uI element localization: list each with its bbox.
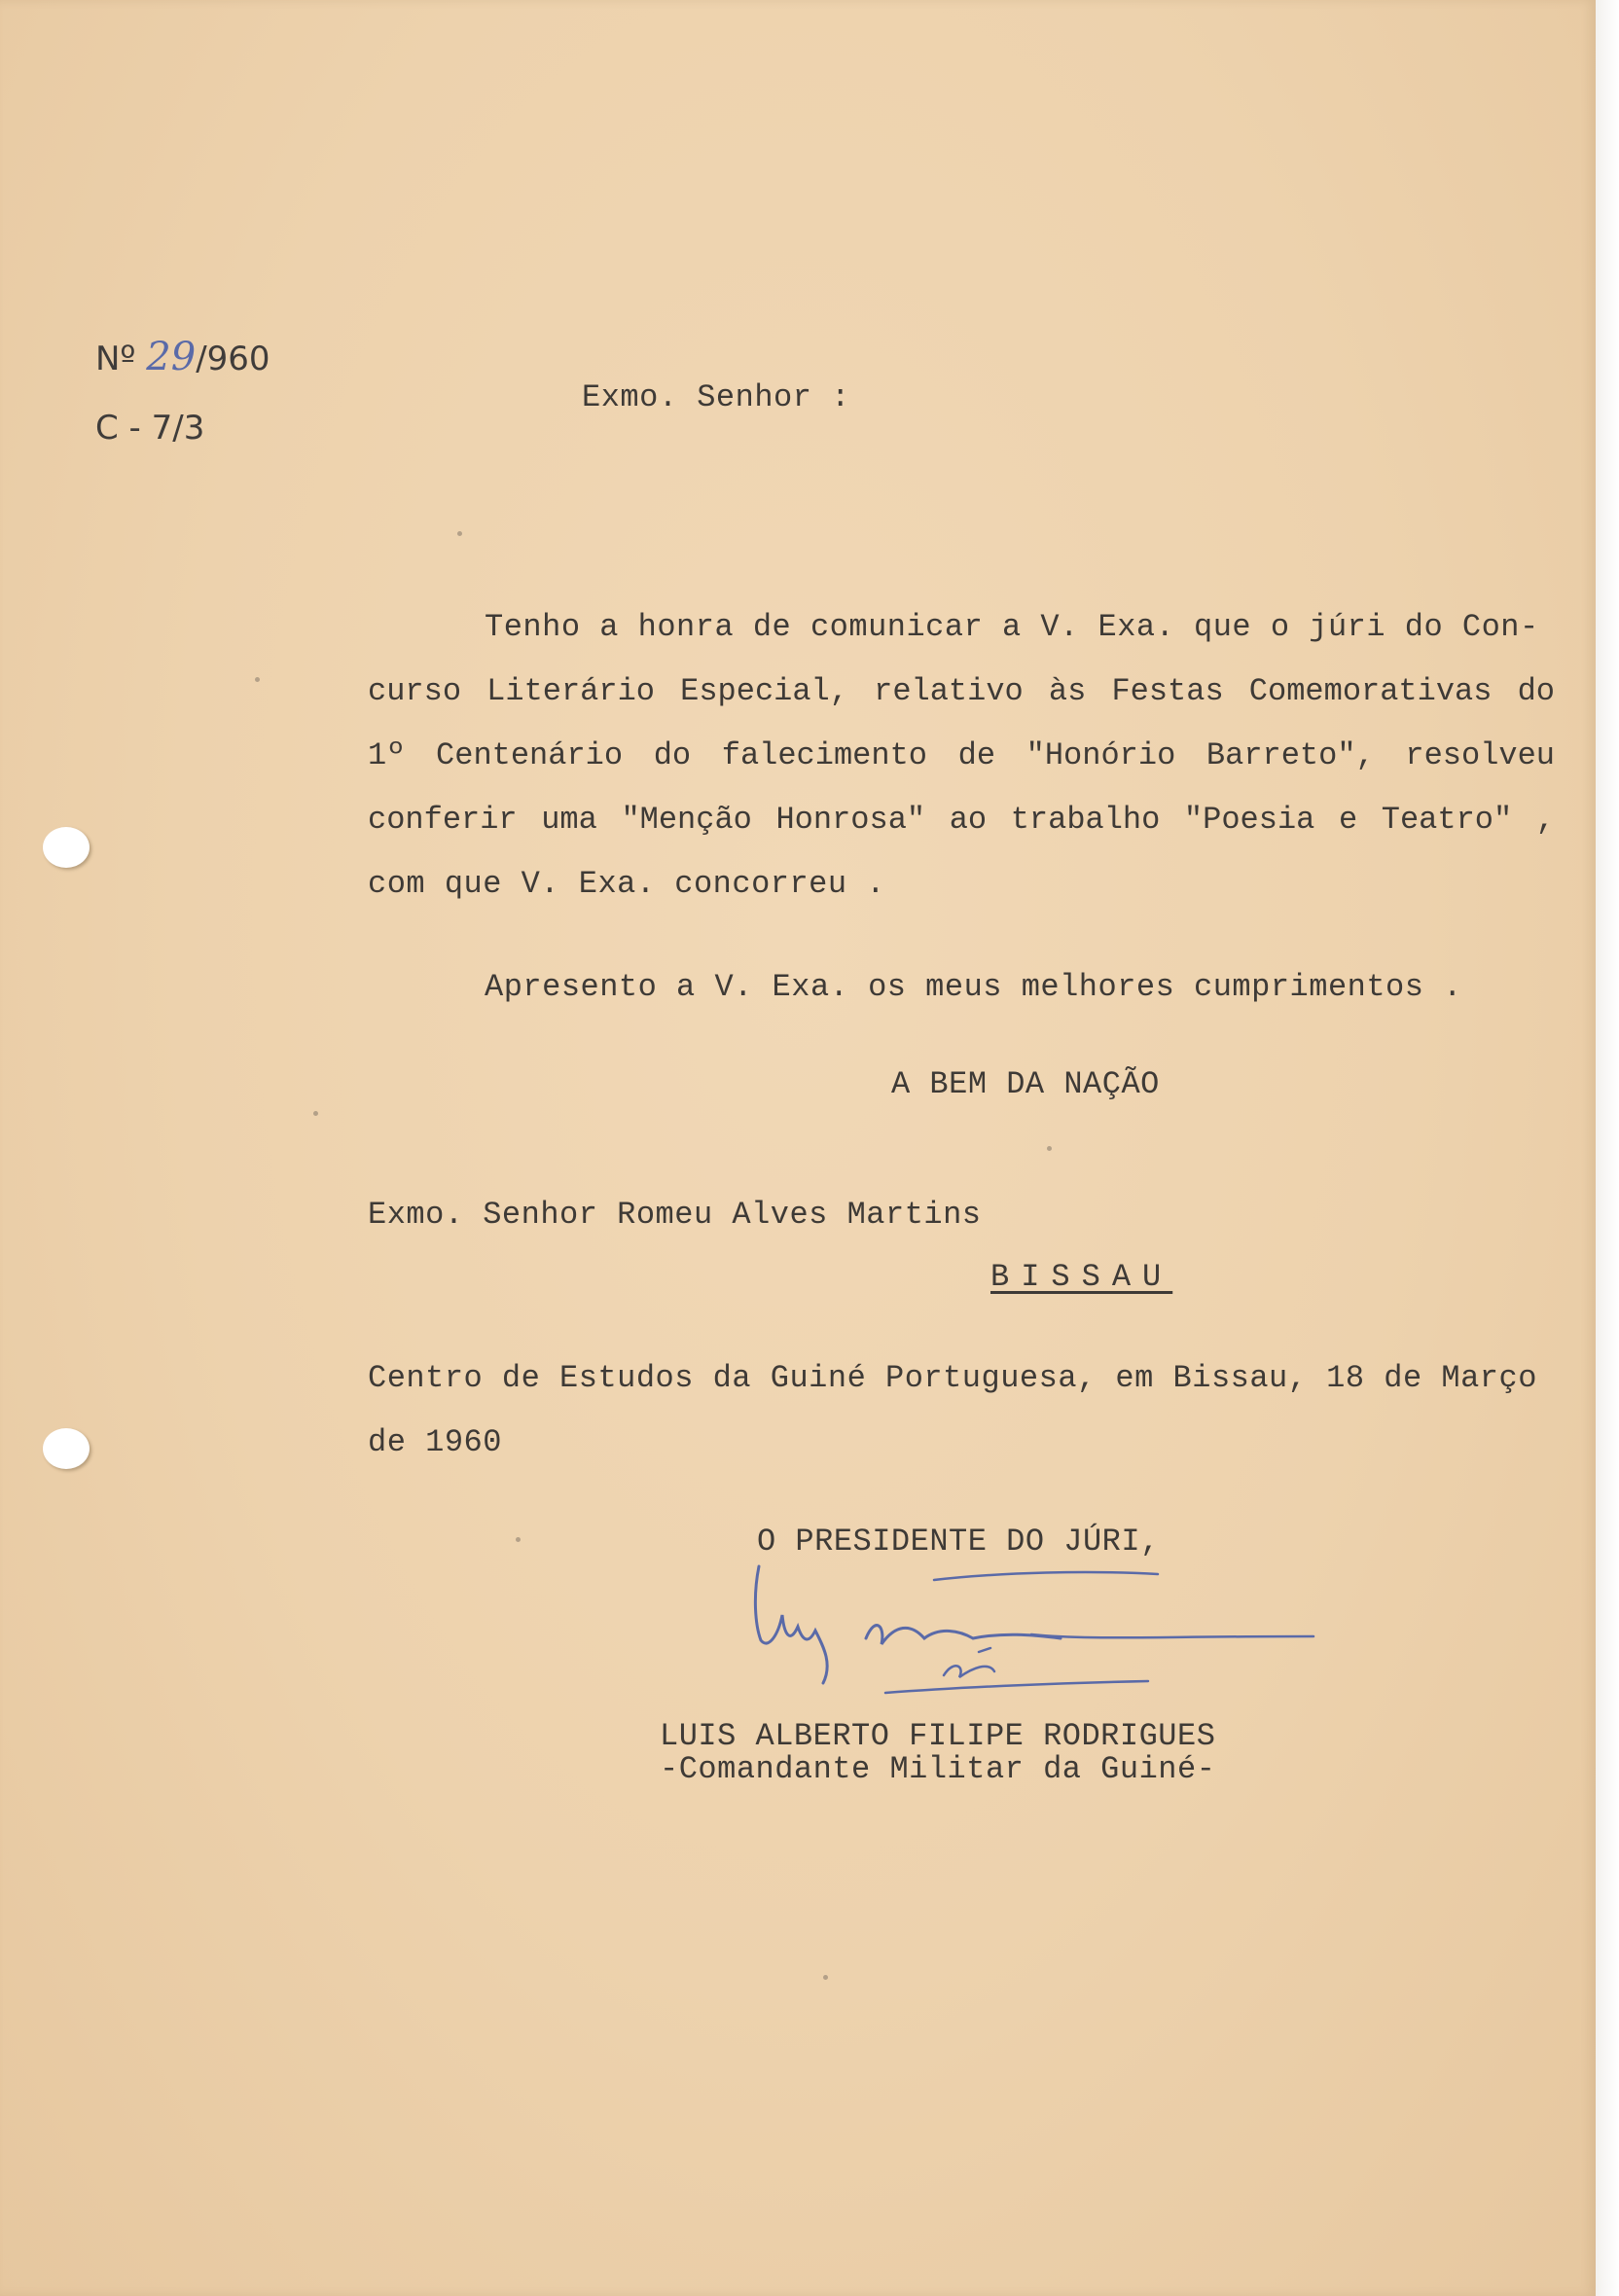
paper-speck bbox=[823, 1975, 828, 1980]
motto: A BEM DA NAÇÃO bbox=[891, 1066, 1160, 1102]
body-line-3: 1º Centenário do falecimento de "Honório Barreto", resolveu bbox=[368, 737, 1555, 773]
punch-hole-top bbox=[43, 827, 90, 868]
paper-speck bbox=[255, 677, 260, 682]
signatory-name: LUIS ALBERTO FILIPE RODRIGUES bbox=[660, 1718, 1216, 1754]
reference-number-handwritten: 29 bbox=[146, 335, 197, 379]
punch-hole-bottom bbox=[43, 1428, 90, 1469]
paper-speck bbox=[313, 1111, 318, 1116]
paper-speck bbox=[516, 1537, 521, 1542]
signatory-role: O PRESIDENTE DO JÚRI, bbox=[757, 1524, 1160, 1560]
handwritten-signature bbox=[739, 1557, 1323, 1712]
reference-number-prefix: Nº bbox=[95, 340, 136, 378]
reference-number bbox=[95, 335, 270, 379]
file-code: C - 7/3 bbox=[95, 409, 205, 448]
place-date-line-2: de 1960 bbox=[368, 1424, 502, 1460]
closing-greeting: Apresento a V. Exa. os meus melhores cumprimentos . bbox=[485, 969, 1462, 1005]
addressee-city: BISSAU bbox=[990, 1259, 1173, 1295]
salutation: Exmo. Senhor : bbox=[582, 379, 850, 415]
reference-number-suffix: /960 bbox=[196, 340, 270, 378]
paper-speck bbox=[457, 531, 462, 536]
addressee-name: Exmo. Senhor Romeu Alves Martins bbox=[368, 1197, 982, 1233]
signatory-title: -Comandante Militar da Guiné- bbox=[660, 1751, 1216, 1787]
body-line-2: curso Literário Especial, relativo às Festas Comemorativas do bbox=[368, 673, 1555, 709]
body-line-1: Tenho a honra de comunicar a V. Exa. que o júri do Con- bbox=[485, 609, 1539, 645]
body-line-5: com que V. Exa. concorreu . bbox=[368, 866, 885, 902]
body-line-4: conferir uma "Menção Honrosa" ao trabalho "Poesia e Teatro" , bbox=[368, 802, 1555, 838]
page-edge bbox=[1596, 0, 1619, 2296]
paper-speck bbox=[1047, 1146, 1052, 1151]
place-date-line-1: Centro de Estudos da Guiné Portuguesa, em Bissau, 18 de Março bbox=[368, 1360, 1537, 1396]
